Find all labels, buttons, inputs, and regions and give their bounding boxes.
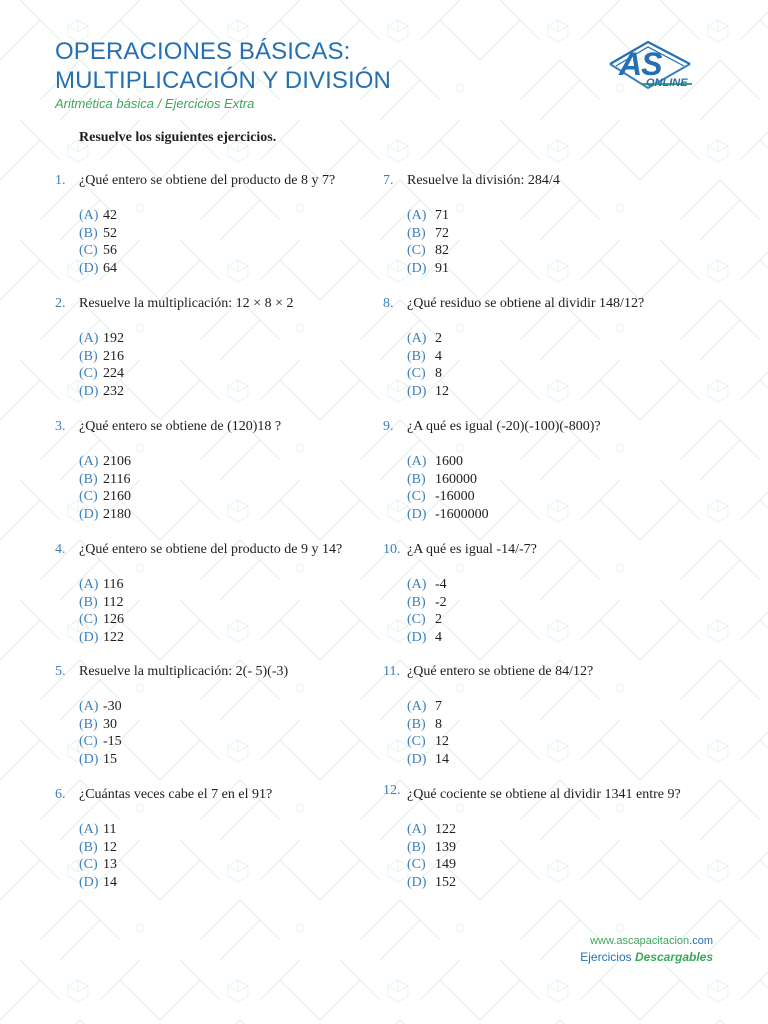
header — [55, 37, 391, 112]
question-number: 4. — [55, 542, 66, 557]
option-letter: (B) — [79, 716, 98, 732]
option-value: 2 — [435, 331, 442, 346]
question-text: ¿Qué entero se obtiene de (120)18 ? — [79, 419, 282, 434]
option-letter: (D) — [407, 629, 427, 645]
option-letter: (B) — [407, 839, 426, 855]
answer-option — [407, 629, 447, 647]
option-value: 192 — [103, 331, 124, 346]
option-letter: (C) — [79, 857, 98, 873]
option-value: -30 — [103, 699, 122, 714]
option-value: 2106 — [103, 454, 131, 469]
option-letter: (A) — [79, 822, 99, 837]
option-letter: (A) — [407, 577, 427, 592]
option-letter: (A) — [407, 208, 427, 223]
answer-option — [79, 733, 122, 751]
answer-option — [79, 348, 124, 366]
option-letter: (A) — [79, 577, 99, 592]
answer-option — [79, 821, 117, 839]
answer-option — [79, 225, 117, 243]
question-number: 11. — [383, 664, 400, 679]
question-text: ¿Qué entero se obtiene del producto de 8 y 7? — [79, 173, 336, 188]
option-value: 224 — [103, 366, 124, 382]
footer-tag-bold: Descargables — [634, 950, 713, 964]
option-value: 2116 — [103, 471, 131, 487]
option-letter: (A) — [79, 208, 99, 223]
question-text: Resuelve la multiplicación: 2(- 5)(-3) — [79, 664, 289, 679]
answer-option — [407, 207, 449, 225]
answer-option — [407, 751, 449, 769]
answer-option — [79, 839, 117, 857]
answer-option — [407, 225, 449, 243]
option-letter: (B) — [407, 225, 426, 241]
option-value: 8 — [435, 366, 442, 382]
question-number: 5. — [55, 664, 66, 679]
option-value: 72 — [435, 225, 449, 241]
option-letter: (A) — [407, 699, 427, 714]
option-letter: (C) — [407, 489, 426, 505]
option-value: 14 — [103, 874, 117, 890]
option-value: 42 — [103, 208, 117, 223]
answer-option — [79, 242, 117, 260]
question-number: 3. — [55, 419, 66, 434]
option-letter: (D) — [407, 751, 427, 767]
option-value: 216 — [103, 348, 124, 364]
answer-option — [407, 453, 489, 471]
option-letter: (D) — [407, 260, 427, 276]
answer-option — [407, 260, 449, 278]
answer-option — [79, 260, 117, 278]
footer-tag-plain: Ejercicios — [580, 950, 635, 964]
option-letter: (B) — [79, 471, 98, 487]
answer-options — [79, 821, 117, 891]
question-number: 1. — [55, 173, 66, 188]
option-letter: (C) — [407, 734, 426, 750]
option-value: 8 — [435, 716, 442, 732]
option-letter: (B) — [407, 471, 426, 487]
option-value: 64 — [103, 260, 117, 276]
answer-options — [79, 698, 122, 768]
option-letter: (D) — [79, 506, 99, 522]
answer-option — [407, 733, 449, 751]
option-value: 91 — [435, 260, 449, 276]
answer-option — [407, 330, 449, 348]
option-value: 112 — [103, 594, 124, 610]
option-letter: (C) — [79, 734, 98, 750]
footer-url[interactable] — [580, 934, 713, 949]
footer-url-suffix: .com — [689, 935, 713, 947]
answer-options — [407, 207, 449, 277]
option-value: 126 — [103, 612, 124, 628]
answer-option — [79, 698, 122, 716]
answer-option — [79, 629, 124, 647]
answer-option — [79, 874, 117, 892]
option-value: 2180 — [103, 506, 131, 522]
instructions: Resuelve los siguientes ejercicios. — [79, 130, 277, 145]
option-letter: (D) — [407, 506, 427, 522]
answer-option — [407, 821, 456, 839]
answer-option — [79, 488, 131, 506]
answer-option — [79, 330, 124, 348]
option-letter: (D) — [79, 260, 99, 276]
option-letter: (D) — [407, 383, 427, 399]
option-letter: (B) — [407, 348, 426, 364]
answer-options — [407, 698, 449, 768]
answer-option — [407, 576, 447, 594]
question-text: Resuelve la división: 284/4 — [407, 173, 560, 188]
option-letter: (C) — [79, 612, 98, 628]
option-value: 2160 — [103, 489, 131, 505]
answer-options — [407, 576, 447, 646]
answer-options — [407, 821, 456, 891]
option-letter: (C) — [407, 857, 426, 873]
option-letter: (A) — [407, 454, 427, 469]
option-letter: (A) — [407, 822, 427, 837]
logo-subtext: ONLINE — [646, 77, 688, 89]
answer-options — [407, 453, 489, 523]
option-value: 12 — [435, 383, 449, 399]
option-letter: (A) — [407, 331, 427, 346]
answer-option — [407, 594, 447, 612]
answer-option — [79, 207, 117, 225]
answer-option — [407, 488, 489, 506]
answer-option — [79, 506, 131, 524]
option-value: 52 — [103, 225, 117, 241]
question-number: 9. — [383, 419, 394, 434]
footer-url-domain: ascapacitacion — [616, 935, 690, 947]
answer-option — [79, 383, 124, 401]
answer-option — [407, 383, 449, 401]
answer-option — [79, 576, 124, 594]
question-text: ¿A qué es igual (-20)(-100)(-800)? — [407, 419, 601, 434]
question-text: ¿Qué entero se obtiene del producto de 9 y 14? — [79, 542, 343, 557]
answer-option — [407, 716, 449, 734]
option-letter: (A) — [79, 331, 99, 346]
answer-option — [79, 716, 122, 734]
answer-option — [79, 611, 124, 629]
option-value: 152 — [435, 874, 456, 890]
option-value: -2 — [435, 594, 447, 610]
option-value: 232 — [103, 383, 124, 399]
question-number: 6. — [55, 787, 66, 802]
option-letter: (C) — [407, 366, 426, 382]
question-number: 8. — [383, 296, 394, 311]
answer-options — [79, 453, 131, 523]
option-letter: (A) — [79, 699, 99, 714]
option-letter: (D) — [79, 751, 99, 767]
footer-url-prefix: www. — [590, 935, 617, 947]
option-value: 139 — [435, 839, 456, 855]
answer-option — [407, 611, 447, 629]
option-value: 122 — [435, 822, 456, 837]
question-text: ¿A qué es igual -14/-7? — [407, 542, 537, 557]
page-title-line1: OPERACIONES BÁSICAS: — [55, 38, 351, 65]
option-letter: (B) — [79, 348, 98, 364]
question-text: ¿Qué cociente se obtiene al dividir 1341 entre 9? — [407, 787, 681, 802]
option-letter: (D) — [79, 383, 99, 399]
question-number: 7. — [383, 173, 394, 188]
option-letter: (B) — [79, 594, 98, 610]
answer-option — [79, 594, 124, 612]
question-number: 2. — [55, 296, 66, 311]
answer-option — [407, 242, 449, 260]
answer-option — [407, 365, 449, 383]
option-letter: (C) — [79, 366, 98, 382]
question-text: ¿Qué entero se obtiene de 84/12? — [407, 664, 594, 679]
question-text: ¿Cuántas veces cabe el 7 en el 91? — [79, 787, 273, 802]
option-value: 116 — [103, 577, 124, 592]
option-value: 122 — [103, 629, 124, 645]
option-value: -1600000 — [435, 506, 489, 522]
as-online-logo — [604, 40, 700, 96]
option-value: 82 — [435, 243, 449, 259]
logo-text: AS — [619, 46, 662, 82]
answer-option — [407, 874, 456, 892]
option-letter: (C) — [407, 612, 426, 628]
answer-option — [79, 365, 124, 383]
option-value: 149 — [435, 857, 456, 873]
answer-option — [407, 856, 456, 874]
answer-option — [407, 506, 489, 524]
question-number: 12. — [383, 783, 401, 798]
option-value: 15 — [103, 751, 117, 767]
answer-option — [407, 471, 489, 489]
answer-options — [79, 576, 124, 646]
page-title-line2: MULTIPLICACIÓN Y DIVISIÓN — [55, 67, 391, 94]
option-letter: (D) — [79, 629, 99, 645]
answer-option — [79, 856, 117, 874]
answer-option — [407, 348, 449, 366]
option-value: 13 — [103, 857, 117, 873]
question-number: 10. — [383, 542, 401, 557]
question-text: Resuelve la multiplicación: 12 × 8 × 2 — [79, 296, 294, 311]
option-value: -4 — [435, 577, 447, 592]
option-value: 30 — [103, 716, 117, 732]
option-letter: (C) — [79, 243, 98, 259]
option-value: 160000 — [435, 471, 477, 487]
option-value: 7 — [435, 699, 442, 714]
option-value: 12 — [103, 839, 117, 855]
answer-option — [407, 698, 449, 716]
option-letter: (A) — [79, 454, 99, 469]
option-letter: (B) — [79, 839, 98, 855]
option-letter: (B) — [79, 225, 98, 241]
option-value: 12 — [435, 734, 449, 750]
option-value: 2 — [435, 612, 442, 628]
option-value: 71 — [435, 208, 449, 223]
option-value: 11 — [103, 822, 117, 837]
answer-option — [407, 839, 456, 857]
option-letter: (B) — [407, 716, 426, 732]
option-letter: (C) — [79, 489, 98, 505]
option-letter: (D) — [79, 874, 99, 890]
option-letter: (B) — [407, 594, 426, 610]
question-text: ¿Qué residuo se obtiene al dividir 148/12? — [407, 296, 645, 311]
footer — [580, 934, 713, 966]
option-letter: (D) — [407, 874, 427, 890]
option-value: 56 — [103, 243, 117, 259]
answer-option — [79, 453, 131, 471]
answer-options — [407, 330, 449, 400]
answer-option — [79, 751, 122, 769]
option-value: -15 — [103, 734, 122, 750]
answer-options — [79, 330, 124, 400]
answer-options — [79, 207, 117, 277]
option-value: 1600 — [435, 454, 463, 469]
footer-tagline — [580, 949, 713, 966]
answer-option — [79, 471, 131, 489]
option-value: 4 — [435, 348, 442, 364]
option-value: 14 — [435, 751, 449, 767]
option-letter: (C) — [407, 243, 426, 259]
page-subtitle: Aritmética básica / Ejercicios Extra — [55, 96, 255, 111]
option-value: 4 — [435, 629, 442, 645]
option-value: -16000 — [435, 489, 475, 505]
